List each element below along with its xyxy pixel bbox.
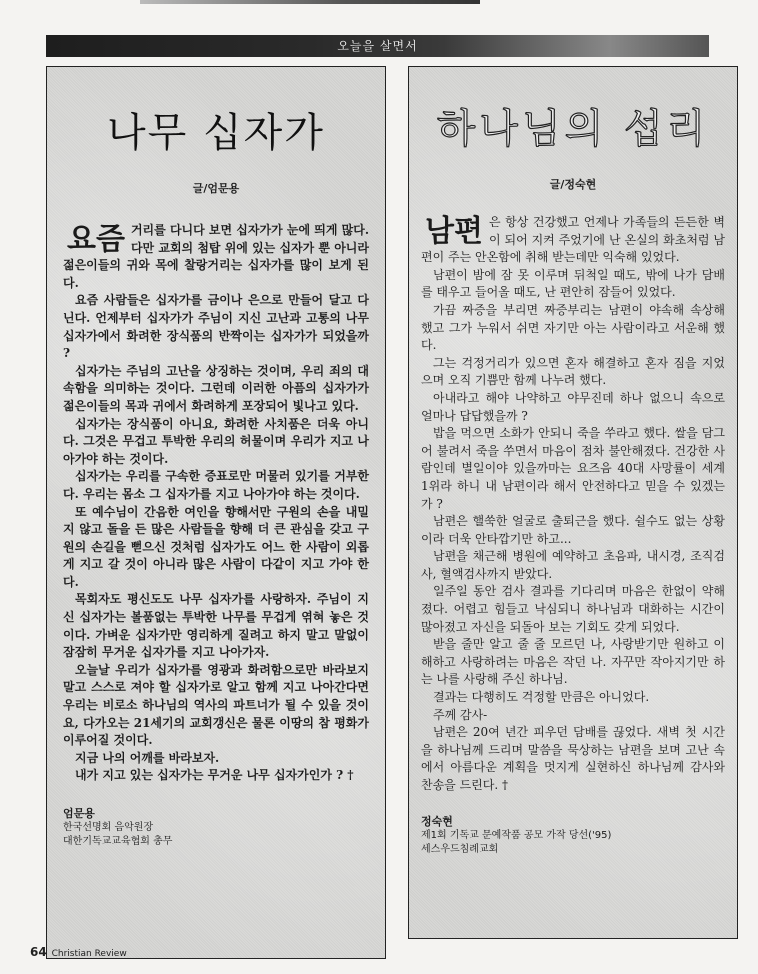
- paragraph: 그는 걱정거리가 있으면 혼자 해결하고 혼자 짐을 지었으며 오직 기쁨만 함께 나누려 했다.: [421, 355, 725, 388]
- article-body: [63, 222, 369, 785]
- paragraph: 십자가는 주님의 고난을 상징하는 것이며, 우리 죄의 대속함을 의미하는 것이다. 그런데 이러한 아픔의 십자가가 젊은이들의 목과 귀에서 화려하게 포장되어 빛나고 있다.: [63, 363, 369, 413]
- page-number: 64: [30, 945, 47, 959]
- paragraph: 오늘날 우리가 십자가를 영광과 화려함으로만 바라보지 말고 스스로 져야 할 십자가로 알고 함께 지고 나아간다면 우리는 비로소 하나님의 역사의 파트너가 될 수 있을 것이요, 다가오는 21세기의 교회갱신은 물론 이땅의 참 평화가 이루어질 것이다.: [63, 662, 369, 748]
- paragraph: 내가 지고 있는 십자가는 무거운 나무 십자가인가 ? †: [75, 768, 354, 783]
- paragraph: 받을 줄만 알고 줄 줄 모르던 나, 사랑받기만 원하고 이해하고 사랑하려는 마음은 작던 나. 자꾸만 작아지기만 하는 나를 사랑해 주신 하나님.: [421, 637, 725, 687]
- article-body: [421, 214, 725, 795]
- paragraph: 남편은 핼쑥한 얼굴로 출퇴근을 했다. 쉴수도 없는 상황이라 더욱 안타깝기만 하고...: [421, 514, 725, 546]
- article-byline: 글/정숙현: [549, 178, 597, 191]
- article-byline: 글/엄문용: [192, 182, 240, 195]
- article-panel-providence: [408, 66, 738, 939]
- publication-name: Christian Review: [51, 949, 127, 959]
- paragraph: 요즘 사람들은 십자가를 금이나 은으로 만들어 달고 다닌다. 언제부터 십자가가 주님이 지신 고난과 고통의 나무 십자가에서 화려한 장식품의 반짝이는 십자가가 되었을까 ?: [63, 293, 369, 361]
- dropcap: 요즘: [67, 222, 125, 257]
- page-footer: [30, 945, 127, 959]
- article-title: 나무 십자가: [107, 110, 325, 156]
- paragraph: 남편은 20여 년간 피우던 담배를 끊었다. 새벽 첫 시간을 하나님께 드리며 말씀을 묵상하는 남편을 보며 고난 속에서 아름다운 계획을 멋지게 실현하신 하나님께 감사와 찬송을 드린다. †: [421, 725, 725, 792]
- section-header: [46, 35, 709, 57]
- paragraph: 십자가는 우리를 구속한 증표로만 머물러 있기를 거부한다. 우리는 몸소 그 십자가를 지고 나아가야 하는 것이다.: [63, 469, 369, 501]
- paragraph: 남편이 밤에 잠 못 이루며 뒤척일 때도, 밖에 나가 담배를 태우고 들어올 때도, 난 편안히 잠들어 있었다.: [421, 267, 725, 300]
- paragraph: 밥을 먹으면 소화가 안되니 죽을 쑤라고 했다. 쌀을 담그어 불려서 죽을 쑤면서 마음이 점차 불안해졌다. 건강한 사람인데 별일이야 있을까마는 요즈음 40대 사망률이 세계 1위라 하니 내 남편이라 해서 안전하다고 믿을 수 있겠는가 ?: [421, 426, 725, 511]
- author-role: 한국선명회 음악원장: [63, 822, 154, 833]
- section-title: 오늘을 살면서: [337, 39, 418, 53]
- author-role: 세스우드침례교회: [421, 843, 499, 855]
- paragraph: 가끔 짜증을 부리면 짜증부리는 남편이 야속해 속상해 했고 그가 누워서 쉬면 자기만 아는 사람이라고 서운해 했다.: [421, 302, 725, 353]
- paragraph: 결과는 다행히도 걱정할 만큼은 아니었다.: [433, 690, 650, 705]
- paragraph: 또 예수님이 간음한 여인을 향해서만 구원의 손을 내밀지 않고 돌을 든 많은 사람들을 향해 더 큰 관심을 갖고 구원의 손길을 뻗으신 것처럼 십자가도 어느 한 사람이 외롭게 지고 갈 것이 아니라 많은 사람이 다같이 지고 가야 한다.: [63, 504, 369, 589]
- author-role: 제1회 기독교 문예작품 공모 가작 당선('95): [421, 829, 612, 841]
- author-name: 정숙현: [421, 814, 453, 828]
- paragraph: 십자가는 장식품이 아니요, 화려한 사치품은 더욱 아니다. 그것은 무겁고 투박한 우리의 허물이며 우리가 지고 나아가야 하는 것이다.: [63, 416, 369, 466]
- paragraph: 요즘 거리를 다니다 보면 십자가가 눈에 띄게 많다. 다만 교회의 첨탑 위에 있는 십자가 뿐 아니라 젊은이들의 귀와 목에 찰랑거리는 십자가를 많이 보게 된다.: [63, 222, 369, 290]
- article-panel-wooden-cross: [46, 66, 386, 959]
- author-info: [421, 815, 725, 857]
- author-info: [63, 807, 369, 849]
- paragraph: 목회자도 평신도도 나무 십자가를 사랑하자. 주님이 지신 십자가는 볼품없는 투박한 나무를 무겁게 엮혀 놓은 것이다. 가벼운 십자가만 영리하게 질려고 하지 말고 말없이 잠잠히 무거운 십자가를 지고 나아가자.: [63, 592, 369, 660]
- paragraph: 남편 은 항상 건강했고 언제나 가족들의 든든한 벽이 되어 지켜 주었기에 난 온실의 화초처럼 남편이 주는 안온함에 취해 받는데만 익숙해 있었다.: [421, 214, 725, 265]
- paragraph: 주께 감사-: [433, 707, 488, 722]
- article-title: 하나님의 섭리: [436, 106, 710, 152]
- dropcap: 남편: [425, 214, 483, 249]
- paragraph: 남편을 채근해 병원에 예약하고 초음파, 내시경, 조직검사, 혈액검사까지 받았다.: [421, 549, 725, 581]
- paragraph: 지금 나의 어깨를 바라보자.: [75, 750, 220, 765]
- paragraph: 아내라고 해야 나약하고 야무진데 하나 없으니 속으로 얼마나 답답했을까 ?: [421, 390, 725, 423]
- top-edge-scrap: [140, 0, 480, 4]
- paragraph: 일주일 동안 검사 결과를 기다리며 마음은 한없이 약해졌다. 어렵고 힘들고 낙심되니 하나님과 대화하는 시간이 많아졌고 자신을 되돌아 보는 기회도 갖게 되었다.: [421, 584, 725, 634]
- author-role: 대한기독교교육협회 총무: [63, 836, 173, 847]
- author-name: 엄문용: [63, 807, 95, 820]
